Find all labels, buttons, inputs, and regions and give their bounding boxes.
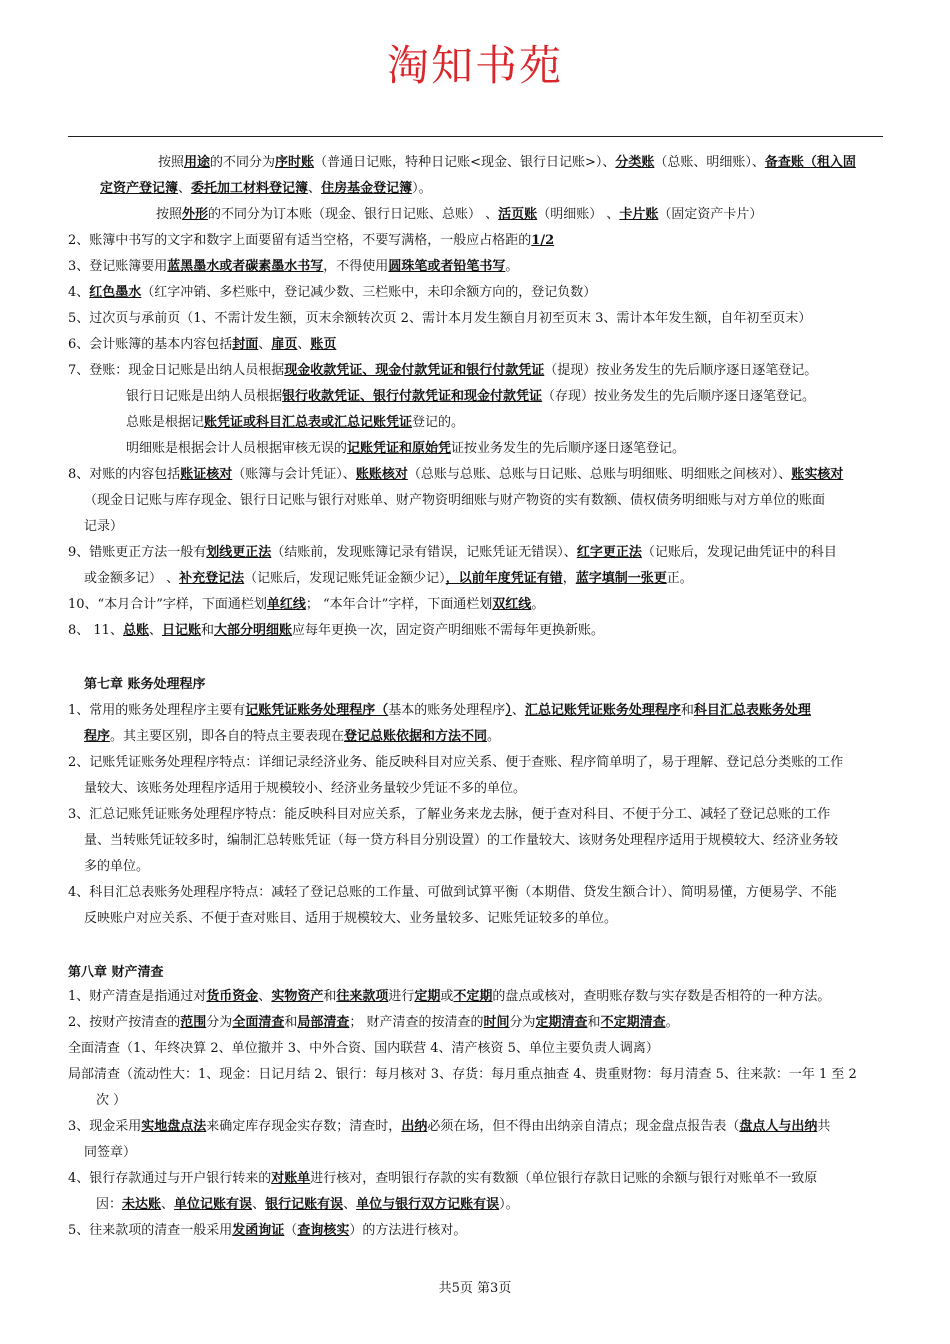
chapter-heading (68, 964, 164, 982)
key-term: 单位记账有误 (174, 1197, 253, 1212)
text-run: 总账是根据记 (126, 415, 205, 430)
text-line (68, 596, 544, 614)
key-term: 扉页 (271, 337, 298, 352)
key-term: 住房基金登记簿 (321, 181, 413, 196)
text-run: 、 (511, 703, 525, 718)
key-term: 出纳 (401, 1119, 428, 1134)
text-run: 。 (531, 597, 545, 612)
key-term: 不定期 (453, 989, 493, 1004)
text-run: 的不同分为订本账（现金、银行日记账、总账） 、 (208, 207, 499, 222)
text-line (68, 310, 811, 328)
key-term: 货币资金 (206, 989, 259, 1004)
text-line (68, 988, 830, 1006)
text-run: ）。 (412, 181, 432, 196)
page-footer: 共5页 第3页 (438, 1281, 512, 1296)
key-term: 蓝字填制一张更 (575, 571, 667, 586)
key-term: 范围 (180, 1015, 207, 1030)
text-run: 3、登记账簿要用 (68, 259, 168, 274)
text-run: （记账后，发现记曲凭证中的科目 (641, 545, 837, 560)
text-run: 量较大、该账务处理程序适用于规模较小、经济业务量较少凭证不多的单位。 (84, 781, 527, 796)
text-run: 来确定库存现金实存数；清查时， (206, 1119, 402, 1134)
key-term: ） (505, 703, 512, 718)
text-run: 3、现金采用 (68, 1119, 142, 1134)
key-term: 发函询证 (232, 1223, 285, 1238)
key-term: 科目汇总表账务处理 (693, 703, 811, 718)
text-run: 的不同分为 (210, 155, 276, 170)
text-run: 分为 (206, 1015, 233, 1030)
text-run: 量、当转账凭证较多时，编制汇总转账凭证（每一贷方科目分别设置）的工作量较大、该财务处理程序适用于规模较大、经济业务较 (84, 833, 839, 848)
text-line (68, 284, 596, 302)
text-run: 证按业务发生的先后顺序逐日逐笔登记。 (451, 441, 686, 456)
key-term: 实地盘点法 (141, 1119, 207, 1134)
text-run: （总账与总账、总账与日记账、总账与明细账、明细账之间核对）、 (407, 467, 792, 482)
text-run: （明细账） 、 (537, 207, 620, 222)
text-run: 、 (252, 1197, 266, 1212)
text-run: 2、按财产按清查的 (68, 1015, 181, 1030)
key-term: ，以前年度凭证有错 (445, 571, 563, 586)
text-line (84, 1144, 136, 1162)
text-run: 4、银行存款通过与开户银行转来的 (68, 1171, 272, 1186)
text-line (68, 336, 336, 354)
key-term: 红色墨水 (89, 285, 142, 300)
text-line (158, 154, 856, 172)
text-run: 按照 (156, 207, 183, 222)
key-term: 圆珠笔或者铅笔书写 (388, 259, 506, 274)
key-term: 用途 (184, 155, 211, 170)
text-line (126, 388, 815, 406)
text-run: 、 (297, 337, 311, 352)
text-line (68, 702, 811, 720)
key-term: 大部分明细账 (214, 623, 293, 638)
text-run: 5、过次页与承前页（1、不需计发生额，页末余额转次页 2、需计本月发生额自月初至页末 3、需计本年发生额，自年初至页末） (68, 311, 812, 326)
text-run: 、 (308, 181, 322, 196)
text-run: （红字冲销、多栏账中，登记减少数、三栏账中，未印余额方向的，登记负数） (141, 285, 597, 300)
key-term: 蓝黑墨水或者碳素墨水书写 (167, 259, 324, 274)
key-term: 分类账 (615, 155, 655, 170)
text-run: 基本的账务处理程序 (388, 703, 506, 718)
text-run: 。 (487, 729, 501, 744)
text-run: （固定资产卡片） (658, 207, 763, 222)
text-run: 6、会计账簿的基本内容包括 (68, 337, 233, 352)
text-run: 9、错账更正方法一般有 (68, 545, 207, 560)
text-line (126, 440, 685, 458)
text-run: 进行核对，查明银行存款的实有数额（单位银行存款日记账的余额与银行对账单不一致原 (310, 1171, 818, 1186)
key-term: 实物资产 (271, 989, 324, 1004)
text-run: ）。 (499, 1197, 519, 1212)
text-run: 4、科目汇总表账务处理程序特点：减轻了登记总账的工作量、可做到试算平衡（本期借、贷发生额合计）、简明易懂，方便易学、不能 (68, 885, 837, 900)
text-line (68, 754, 843, 772)
text-run: 。其主要区别，即各自的特点主要表现在 (110, 729, 345, 744)
key-term: 不定期清查 (600, 1015, 666, 1030)
text-run: 和 (680, 703, 694, 718)
text-line (68, 884, 837, 902)
text-run: 1、财产清查是指通过对 (68, 989, 207, 1004)
key-term: 活页账 (498, 207, 538, 222)
text-run: 和 (587, 1015, 601, 1030)
key-term: 账账核对 (355, 467, 408, 482)
text-run: 进行 (388, 989, 415, 1004)
text-run: 第七章 账务处理程序 (84, 677, 206, 692)
text-run: 登记的。 (412, 415, 465, 430)
key-term: 局部清查 (297, 1015, 350, 1030)
text-line (100, 180, 432, 198)
text-run: （提现）按业务发生的先后顺序逐日逐笔登记。 (544, 363, 818, 378)
text-run: 1、常用的账务处理程序主要有 (68, 703, 246, 718)
text-run: ； “本年合计”字样，下面通栏划 (305, 597, 493, 612)
text-line (84, 492, 825, 510)
text-run: 第八章 财产清查 (68, 965, 164, 980)
text-line (68, 1118, 830, 1136)
text-line (84, 570, 693, 588)
text-run: 、 (343, 1197, 357, 1212)
text-run: 。 (505, 259, 519, 274)
key-term: 记账凭证账务处理程序（ (245, 703, 389, 718)
text-run: （普通日记账，特种日记账<现金、银行日记账>）、 (314, 155, 616, 170)
text-run: 、 (258, 337, 272, 352)
key-term: 账凭证或科目汇总表或汇总记账凭证 (204, 415, 413, 430)
key-term: 委托加工材料登记簿 (191, 181, 309, 196)
key-term: 程序 (84, 729, 111, 744)
text-run: 按照 (158, 155, 185, 170)
text-run: 10、“本月合计”字样，下面通栏划 (68, 597, 267, 612)
key-term: 红字更正法 (576, 545, 642, 560)
text-run: 应每年更换一次，固定资产明细账不需每年更换新账。 (292, 623, 605, 638)
text-run: 、 (178, 181, 192, 196)
text-line (84, 858, 149, 876)
key-term: 登记总账依据和方法不同 (344, 729, 488, 744)
text-run: 和 (284, 1015, 298, 1030)
text-run: 共 (817, 1119, 831, 1134)
key-term: 1/2 (531, 233, 555, 248)
text-line (84, 728, 500, 746)
text-line (84, 518, 123, 536)
text-run: 银行日记账是出纳人员根据 (126, 389, 283, 404)
key-term: 盘点人与出纳 (739, 1119, 818, 1134)
key-term: 银行收款凭证、银行付款凭证和现金付款凭证 (282, 389, 543, 404)
text-run: 局部清查（流动性大：1、现金：日记月结 2、银行：每月核对 3、存货：每月重点抽查 4、贵重财物：每月清查 5、往来款：一年 1 至 2 (68, 1067, 857, 1082)
key-term: 定资产登记簿 (100, 181, 179, 196)
text-run: （ (284, 1223, 298, 1238)
text-line (68, 1222, 466, 1240)
text-run: 、 (258, 989, 272, 1004)
key-term: 封面 (232, 337, 259, 352)
text-run: 、 (161, 1197, 175, 1212)
key-term: 账页 (310, 337, 337, 352)
text-run: 正。 (666, 571, 693, 586)
text-run: 必须在场，但不得由出纳亲自清点；现金盘点报告表（ (427, 1119, 740, 1134)
key-term: 现金收款凭证、现金付款凭证和银行付款凭证 (284, 363, 545, 378)
text-line (68, 258, 518, 276)
text-line (84, 780, 526, 798)
text-run: 明细账是根据会计人员根据审核无误的 (126, 441, 348, 456)
text-run: 4、 (68, 285, 90, 300)
text-run: （记账后，发现记账凭证金额少记） (244, 571, 446, 586)
key-term: 定期 (414, 989, 441, 1004)
key-term: 总账 (122, 623, 149, 638)
text-run: 8、对账的内容包括 (68, 467, 181, 482)
text-run: 多的单位。 (84, 859, 150, 874)
key-term: 单位与银行双方记账有误 (356, 1197, 500, 1212)
text-run: 3、汇总记账凭证账务处理程序特点：能反映科目对应关系，了解业务来龙去脉，便于查对科目、不便于分工、减轻了登记总账的工作 (68, 807, 831, 822)
text-run: 同签章） (84, 1145, 137, 1160)
text-line (84, 832, 838, 850)
text-run: ， (562, 571, 576, 586)
key-term: 银行记账有误 (265, 1197, 344, 1212)
text-run: 因： (96, 1197, 123, 1212)
key-term: 查询核实 (297, 1223, 350, 1238)
page-title: 淘知书苑 (386, 41, 563, 90)
text-run: （账簿与会计凭证）、 (232, 467, 356, 482)
text-run: 次 ） (96, 1093, 127, 1108)
text-run: 7、登账：现金日记账是出纳人员根据 (68, 363, 285, 378)
key-term: 未达账 (122, 1197, 162, 1212)
text-run: 2、账簿中书写的文字和数字上面要留有适当空格，不要写满格，一般应占格距的 (68, 233, 532, 248)
key-term: 序时账 (275, 155, 315, 170)
key-term: 单红线 (266, 597, 306, 612)
text-run: （存现）按业务发生的先后顺序逐日逐笔登记。 (542, 389, 816, 404)
key-term: 时间 (483, 1015, 510, 1030)
key-term: 卡片账 (619, 207, 659, 222)
text-line (68, 362, 817, 380)
key-term: 定期清查 (535, 1015, 588, 1030)
text-line (68, 544, 837, 562)
key-term: 日记账 (161, 623, 201, 638)
key-term: 对账单 (271, 1171, 311, 1186)
key-term: 汇总记账凭证账务处理程序 (524, 703, 681, 718)
text-run: 、 (148, 623, 162, 638)
header-rule (68, 136, 883, 137)
text-line (68, 1040, 659, 1058)
text-line (126, 414, 464, 432)
text-run: ； 财产清查的按清查的 (349, 1015, 484, 1030)
key-term: 划线更正法 (206, 545, 272, 560)
text-line (68, 466, 843, 484)
text-run: 。 (665, 1015, 679, 1030)
text-run: 和 (323, 989, 337, 1004)
key-term: 往来款项 (336, 989, 389, 1004)
key-term: 全面清查 (232, 1015, 285, 1030)
text-line (68, 232, 554, 250)
text-run: 2、记账凭证账务处理程序特点：详细记录经济业务、能反映科目对应关系、便于查账、程序简单明了，易于理解、登记总分类账的工作 (68, 755, 844, 770)
text-run: （现金日记账与库存现金、银行日记账与银行对账单、财产物资明细账与财产物资的实有数额、债权债务明细账与对方单位的账面 (84, 493, 826, 508)
key-term: 账实核对 (791, 467, 844, 482)
text-line (96, 1196, 519, 1214)
text-run: ，不得使用 (323, 259, 389, 274)
text-run: 和 (201, 623, 215, 638)
key-term: 备查账（租入固 (764, 155, 856, 170)
key-term: 补充登记法 (179, 571, 245, 586)
chapter-heading (84, 676, 206, 694)
text-run: 分为 (509, 1015, 536, 1030)
text-run: 的盘点或核对，查明账存数与实存数是否相符的一种方法。 (492, 989, 831, 1004)
key-term: 双红线 (492, 597, 532, 612)
text-line (68, 1170, 817, 1188)
text-run: 5、往来款项的清查一般采用 (68, 1223, 233, 1238)
text-run: （总账、明细账）、 (654, 155, 765, 170)
text-line (68, 1014, 679, 1032)
text-run: 或金额多记） 、 (84, 571, 180, 586)
text-line (156, 206, 762, 224)
text-line (96, 1092, 126, 1110)
key-term: 账证核对 (180, 467, 233, 482)
text-run: 全面清查（1、年终决算 2、单位撤并 3、中外合资、国内联营 4、清产核资 5、单位主要负责人调离） (68, 1041, 659, 1056)
text-run: 反映账户对应关系、不便于查对账目、适用于规模较大、业务量较多、记账凭证较多的单位。 (84, 911, 618, 926)
text-run: （结账前，发现账簿记录有错误，记账凭证无错误）、 (271, 545, 577, 560)
key-term: 外形 (182, 207, 209, 222)
text-line (68, 622, 604, 640)
text-line (68, 1066, 857, 1084)
text-run: 记录） (84, 519, 124, 534)
key-term: 记账凭证和原始凭 (347, 441, 452, 456)
text-run: 或 (440, 989, 454, 1004)
text-line (84, 910, 617, 928)
text-line (68, 806, 830, 824)
text-run: ）的方法进行核对。 (349, 1223, 467, 1238)
text-run: 8、 11、 (68, 623, 123, 638)
